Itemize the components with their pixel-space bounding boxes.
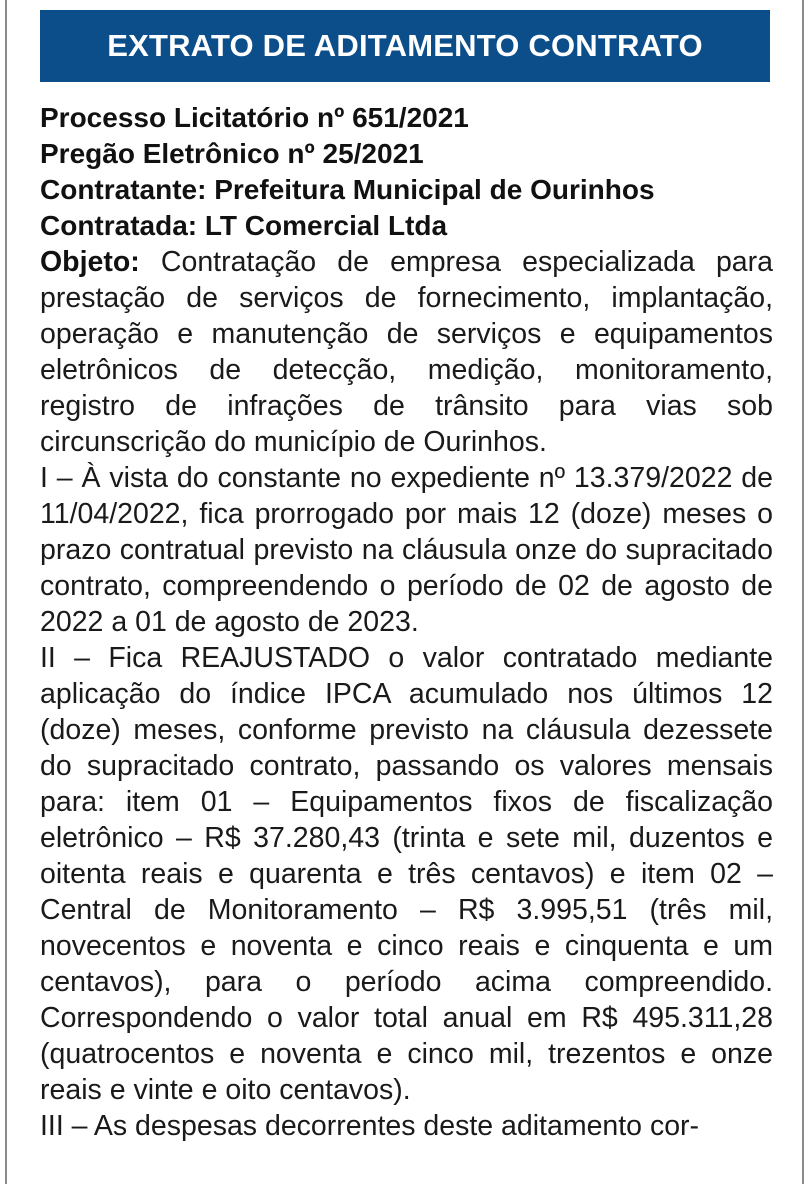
page-title: EXTRATO DE ADITAMENTO CONTRATO [107, 28, 703, 63]
item-i-paragraph: I – À vista do constante no expediente nº 13.379/2022 de 11/04/2022, fica prorrogado por mais 12 (doze) meses o prazo contratual previsto na cláusula onze do supracitado contrato, compreendendo o período de 02 de agosto de 2022 a 01 de agosto de 2023. [40, 462, 773, 638]
processo-line: Processo Licitatório nº 651/2021 [40, 102, 469, 133]
contratante-line: Contratante: Prefeitura Municipal de Ourinhos [40, 174, 655, 205]
objeto-text: Contratação de empresa especializada para prestação de serviços de fornecimento, implantação, operação e manutenção de serviços e equipamentos eletrônicos de detecção, medição, monitoramento, registro de infrações de trânsito para vias sob circunscrição do município de Ourinhos. [40, 246, 773, 458]
pregao-line: Pregão Eletrônico nº 25/2021 [40, 138, 424, 169]
objeto-paragraph [40, 244, 773, 460]
item-iii-paragraph: III – As despesas decorrentes deste aditamento cor- [40, 1110, 700, 1142]
document-body [40, 100, 773, 1144]
item-ii-paragraph: II – Fica REAJUSTADO o valor contratado mediante aplicação do índice IPCA acumulado nos últimos 12 (doze) meses, conforme previsto na cláusula dezessete do supracitado contrato, passando os valores mensais para: item 01 – Equipamentos fixos de fiscalização eletrônico – R$ 37.280,43 (trinta e sete mil, duzentos e oitenta reais e quarenta e três centavos) e item 02 – Central de Monitoramento – R$ 3.995,51 (três mil, novecentos e noventa e cinco reais e cinquenta e um centavos), para o período acima compreendido. Correspondendo o valor total anual em R$ 495.311,28 (quatrocentos e noventa e cinco mil, trezentos e onze reais e vinte e oito centavos). [40, 642, 773, 1106]
page-border-left [5, 0, 7, 1184]
page-border-right [802, 0, 804, 1184]
title-banner [40, 10, 770, 82]
objeto-label: Objeto: [40, 246, 140, 278]
contratada-line: Contratada: LT Comercial Ltda [40, 210, 448, 241]
